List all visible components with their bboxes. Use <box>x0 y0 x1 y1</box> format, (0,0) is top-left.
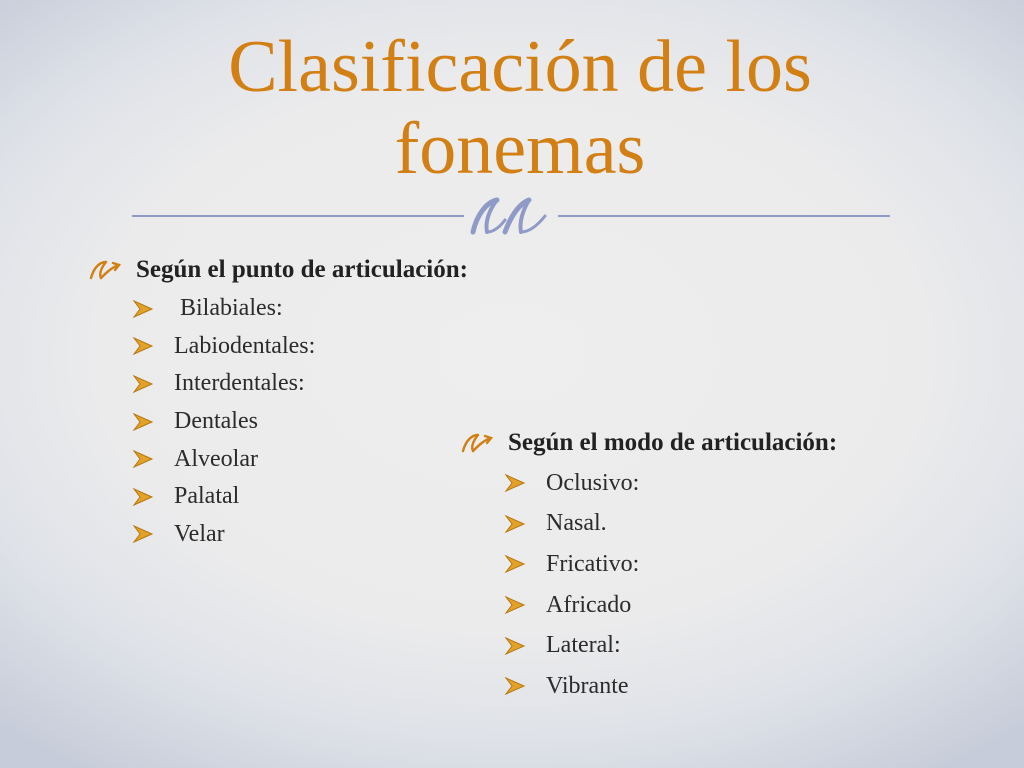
flourish-ornament-icon <box>467 196 551 236</box>
list-item-label: Palatal <box>174 483 240 510</box>
arrow-chevron-icon <box>132 488 154 506</box>
list-item <box>460 625 837 666</box>
list-item-label: Fricativo: <box>546 550 640 577</box>
arrow-chevron-icon <box>132 450 154 468</box>
arrow-chevron-icon <box>504 515 526 533</box>
list-item <box>460 666 837 707</box>
list-item <box>460 585 837 626</box>
list-item-label: Nasal. <box>546 510 607 537</box>
list-item-label: Africado <box>546 591 632 618</box>
list-item <box>88 403 468 441</box>
list-item <box>88 290 468 328</box>
list-item <box>88 478 468 516</box>
list-item <box>88 516 468 554</box>
list-item <box>88 328 468 366</box>
list-item-label: Vibrante <box>546 672 629 699</box>
list-item-label: Bilabiales: <box>174 295 283 322</box>
list-item-label: Oclusivo: <box>546 469 640 496</box>
arrow-chevron-icon <box>132 375 154 393</box>
arrow-chevron-icon <box>504 474 526 492</box>
list-item <box>88 365 468 403</box>
arrow-chevron-icon <box>504 596 526 614</box>
list-item <box>460 544 837 585</box>
arrow-chevron-icon <box>504 677 526 695</box>
list-item-label: Alveolar <box>174 445 258 472</box>
list-item-label: Velar <box>174 520 225 547</box>
section-heading: Según el punto de articulación: <box>136 256 468 283</box>
list-item <box>88 440 468 478</box>
list-item <box>460 463 837 504</box>
articulation-point-list <box>88 290 468 553</box>
double-arrow-curl-icon <box>460 432 494 454</box>
title-divider-right <box>558 215 890 217</box>
slide-title: Clasificación de los fonemas <box>228 26 812 190</box>
list-item <box>460 504 837 545</box>
section-heading: Según el modo de articulación: <box>508 429 838 456</box>
arrow-chevron-icon <box>132 413 154 431</box>
arrow-chevron-icon <box>132 337 154 355</box>
section-heading-row <box>460 423 837 463</box>
list-item-label: Labiodentales: <box>174 332 316 359</box>
list-item-label: Interdentales: <box>174 370 305 397</box>
section-manner-of-articulation <box>460 423 837 707</box>
title-divider-left <box>132 215 464 217</box>
list-item-label: Dentales <box>174 408 258 435</box>
list-item-label: Lateral: <box>546 632 621 659</box>
arrow-chevron-icon <box>132 300 154 318</box>
section-point-of-articulation <box>88 250 468 553</box>
arrow-chevron-icon <box>504 555 526 573</box>
articulation-manner-list <box>460 463 837 707</box>
double-arrow-curl-icon <box>88 259 122 281</box>
section-heading-row <box>88 250 468 290</box>
arrow-chevron-icon <box>132 525 154 543</box>
arrow-chevron-icon <box>504 637 526 655</box>
